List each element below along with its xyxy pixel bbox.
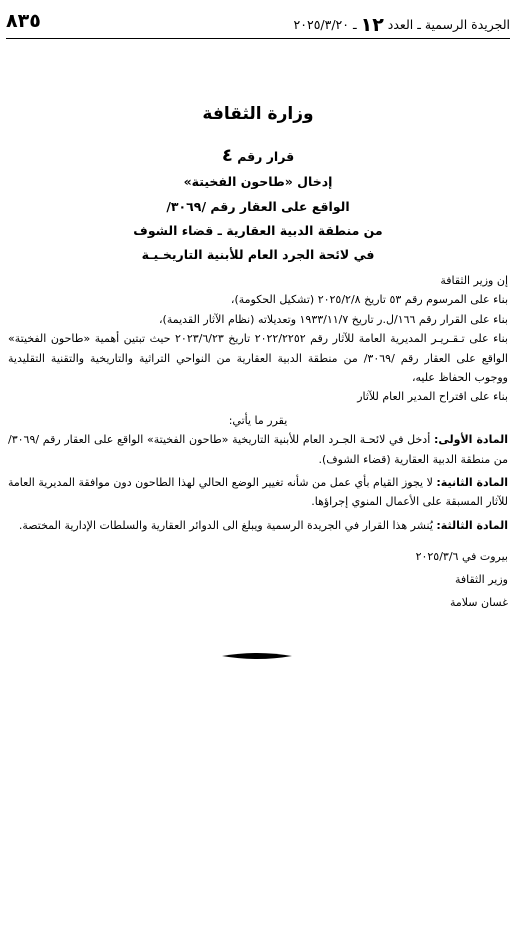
decision-number-value: ٤ <box>221 145 233 166</box>
signature-block <box>8 545 508 614</box>
article-2 <box>8 473 508 512</box>
ministry-title: وزارة الثقافة <box>202 104 314 124</box>
decision-body <box>8 271 508 614</box>
decision-number-label: قرار رقم <box>237 149 295 164</box>
decision-property: الواقع على العقار رقم /٣٠٦٩/ <box>166 199 350 214</box>
issue-number: ١٢ <box>360 14 384 36</box>
decision-number <box>0 145 516 166</box>
issue-date: ـ ٢٠٢٥/٣/٢٠ <box>293 17 357 32</box>
preamble-decree: بناء على المرسوم رقم ٥٣ تاريخ ٢٠٢٥/٢/٨ (تشكيل الحكومة)، <box>230 293 508 307</box>
signature-title: وزير الثقافة <box>454 573 508 587</box>
decides-line: يقرر ما يأتي: <box>228 413 288 427</box>
article-2-text: لا يجوز القيام بأي عمل من شأنه تغيير الوضع الحالي لهذا الطاحون دون موافقة المديرية العامة للآثار المسبقة على الأعمال المنوي إجراؤها. <box>8 476 508 509</box>
decision-subject: إدخال «طاحون الفخيتة» <box>183 174 333 189</box>
preamble-report: بناء على تـقـريـر المديرية العامة للآثار رقم ٢٠٢٢/٢٢٥٢ تاريخ ٢٠٢٣/٦/٢٣ حيث تبتين أهمية «طاحون الفخيتة» الواقع على العقار رقم /٣٠٦٩/ من منطقة الدبية العقارية من النواحي التراثية والتاريخية والتقنية التقليدية ووجوب الحفاظ عليه، <box>8 332 508 385</box>
page-header <box>6 8 510 39</box>
signature-name: غسان سلامة <box>449 596 508 610</box>
preamble-proposal: بناء على اقتراح المدير العام للآثار <box>357 390 508 404</box>
article-3 <box>8 516 508 535</box>
running-header <box>294 14 510 36</box>
article-3-label: المادة الثالثة: <box>436 518 508 532</box>
preamble-minister: إن وزير الثقافة <box>440 274 508 287</box>
page-number: ٨٣٥ <box>6 10 41 32</box>
article-1 <box>8 430 508 469</box>
article-1-label: المادة الأولى: <box>433 433 508 447</box>
article-3-text: يُنشر هذا القرار في الجريدة الرسمية ويبلغ الى الدوائر العقارية والسلطات الإدارية المختصة. <box>18 518 433 532</box>
signature-place-date: بيروت في ٢٠٢٥/٣/٦ <box>415 550 508 564</box>
preamble-law: بناء على القرار رقم ١٦٦/ل.ر تاريخ ١٩٣٣/١١/٧ وتعديلاته (نظام الآثار القديمة)، <box>158 312 508 326</box>
decision-list: في لائحة الجرد العام للأبنية التاريخـيـة <box>141 247 375 262</box>
article-2-label: المادة الثانية: <box>436 476 508 490</box>
running-title: الجريدة الرسمية ـ العدد <box>387 17 510 32</box>
decision-area: من منطقة الدبية العقارية ـ قضاء الشوف <box>133 223 383 238</box>
end-ornament-icon <box>222 651 292 661</box>
article-1-text: أدخل في لائحـة الجـرد العام للأبنية التاريخية «طاحون الفخيتة» الواقع على العقار رقم /٣٠٦٩/ من منطقة الدبية العقارية (قضاء الشوف). <box>8 433 508 466</box>
